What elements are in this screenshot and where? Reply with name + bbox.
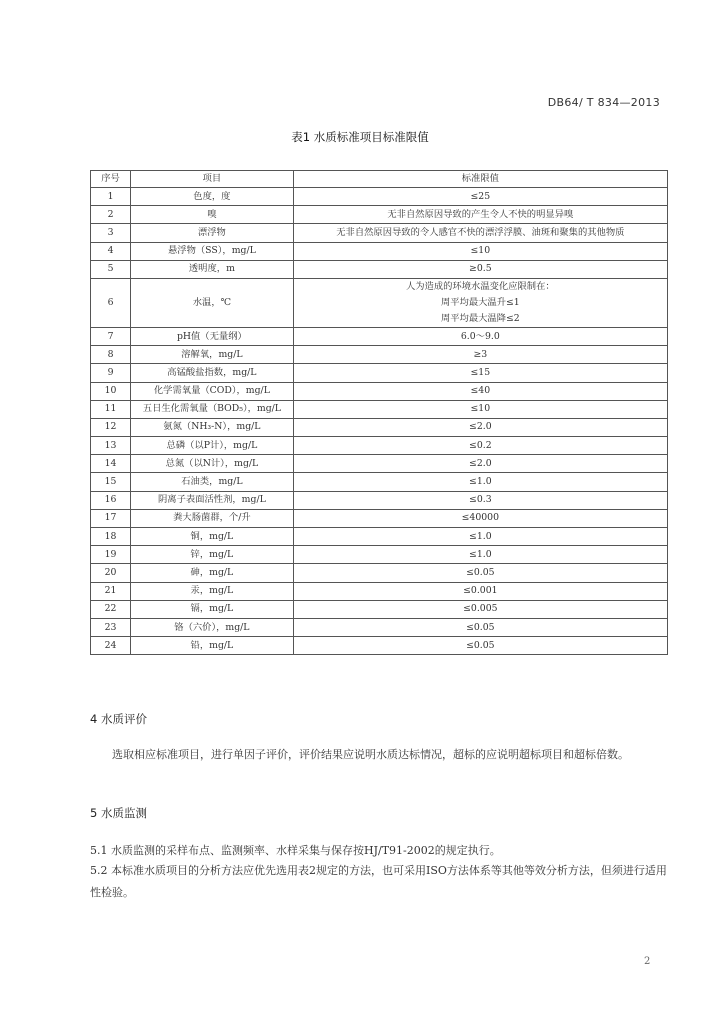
row-item: 铅，mg/L	[131, 637, 294, 655]
table-title: 表1 水质标准项目标准限值	[291, 130, 429, 144]
row-number: 14	[91, 455, 131, 473]
row-item: 汞，mg/L	[131, 582, 294, 600]
header-number: 序号	[91, 171, 131, 188]
row-number: 9	[91, 364, 131, 382]
row-item: 高锰酸盐指数，mg/L	[131, 364, 294, 382]
row-item: 总磷（以P计），mg/L	[131, 437, 294, 455]
standard-limits-table	[90, 170, 668, 655]
row-limit: 无非自然原因导致的产生令人不快的明显异嗅	[293, 206, 667, 224]
table-row	[91, 346, 668, 364]
row-limit: ≤0.3	[293, 491, 667, 509]
header-limit: 标准限值	[293, 171, 667, 188]
row-number: 4	[91, 242, 131, 260]
row-number: 10	[91, 382, 131, 400]
row-number: 12	[91, 418, 131, 436]
table-row	[91, 455, 668, 473]
row-number: 2	[91, 206, 131, 224]
row-limit: ≤0.2	[293, 437, 667, 455]
section-4-paragraph: 选取相应标准项目，进行单因子评价，评价结果应说明水质达标情况，超标的应说明超标项目和超标倍数。	[112, 748, 629, 761]
page-number: 2	[644, 956, 651, 967]
header-item: 项目	[131, 171, 294, 188]
table-row	[91, 327, 668, 345]
row-limit-line: 周平均最大温升≤1	[440, 296, 520, 308]
table-row	[91, 618, 668, 636]
section-5-1-paragraph: 5.1 水质监测的采样布点、监测频率、水样采集与保存按HJ/T91-2002的规定执行。	[90, 844, 501, 857]
row-item: 铬（六价），mg/L	[131, 618, 294, 636]
row-limit: ≤40	[293, 382, 667, 400]
row-limit: ≤40000	[293, 509, 667, 527]
row-item: 水温，℃	[131, 278, 294, 327]
row-item: 总氮（以N计），mg/L	[131, 455, 294, 473]
row-limit: ≥3	[293, 346, 667, 364]
row-limit-line: 周平均最大温降≤2	[440, 312, 520, 324]
row-limit: 无非自然原因导致的令人感官不快的漂浮浮膜、油斑和聚集的其他物质	[293, 224, 667, 242]
row-number: 24	[91, 637, 131, 655]
table-row	[91, 546, 668, 564]
table-row	[91, 473, 668, 491]
row-number: 15	[91, 473, 131, 491]
row-limit: ≥0.5	[293, 260, 667, 278]
row-item: 镉，mg/L	[131, 600, 294, 618]
row-number: 16	[91, 491, 131, 509]
row-number: 6	[91, 278, 131, 327]
row-number: 17	[91, 509, 131, 527]
table-row	[91, 418, 668, 436]
row-item: 粪大肠菌群，个/升	[131, 509, 294, 527]
row-limit: ≤15	[293, 364, 667, 382]
row-limit: ≤0.05	[293, 618, 667, 636]
row-item: 色度，度	[131, 188, 294, 206]
row-number: 13	[91, 437, 131, 455]
row-number: 18	[91, 528, 131, 546]
row-item: 溶解氧，mg/L	[131, 346, 294, 364]
row-number: 1	[91, 188, 131, 206]
row-number: 21	[91, 582, 131, 600]
table-row	[91, 224, 668, 242]
row-limit: ≤0.001	[293, 582, 667, 600]
row-item: 砷，mg/L	[131, 564, 294, 582]
row-number: 5	[91, 260, 131, 278]
row-number: 22	[91, 600, 131, 618]
row-number: 8	[91, 346, 131, 364]
row-limit: ≤10	[293, 242, 667, 260]
table-row	[91, 364, 668, 382]
row-limit: ≤2.0	[293, 418, 667, 436]
row-limit: ≤1.0	[293, 546, 667, 564]
row-number: 20	[91, 564, 131, 582]
row-limit: ≤0.05	[293, 637, 667, 655]
row-number: 11	[91, 400, 131, 418]
table-body	[91, 188, 668, 655]
table-row	[91, 278, 668, 327]
table-row	[91, 509, 668, 527]
row-number: 23	[91, 618, 131, 636]
row-number: 3	[91, 224, 131, 242]
row-limit: ≤0.005	[293, 600, 667, 618]
table-header-row	[91, 171, 668, 188]
table-row	[91, 564, 668, 582]
table-row	[91, 491, 668, 509]
row-item: 锌，mg/L	[131, 546, 294, 564]
row-item: 化学需氧量（COD），mg/L	[131, 382, 294, 400]
row-limit: ≤25	[293, 188, 667, 206]
row-item: 漂浮物	[131, 224, 294, 242]
row-limit: 6.0～9.0	[293, 327, 667, 345]
row-number: 19	[91, 546, 131, 564]
table-row	[91, 582, 668, 600]
table-row	[91, 437, 668, 455]
row-limit: ≤2.0	[293, 455, 667, 473]
row-item: pH值（无量纲）	[131, 327, 294, 345]
table-row	[91, 206, 668, 224]
row-limit: ≤10	[293, 400, 667, 418]
row-item: 透明度，m	[131, 260, 294, 278]
table-row	[91, 528, 668, 546]
table-row	[91, 637, 668, 655]
row-item: 五日生化需氧量（BOD₅），mg/L	[131, 400, 294, 418]
table-row	[91, 600, 668, 618]
row-item: 石油类，mg/L	[131, 473, 294, 491]
row-limit	[293, 278, 667, 327]
row-item: 阴离子表面活性剂，mg/L	[131, 491, 294, 509]
row-limit: ≤1.0	[293, 473, 667, 491]
table-row	[91, 242, 668, 260]
section-5-heading: 5 水质监测	[90, 806, 147, 820]
table-row	[91, 260, 668, 278]
table-row	[91, 188, 668, 206]
row-limit-line: 人为造成的环境水温变化应限制在：	[405, 280, 555, 292]
table-row	[91, 400, 668, 418]
section-5-2-paragraph: 5.2 本标准水质项目的分析方法应优先选用表2规定的方法，也可采用ISO方法体系等其他等效分析方法，但须进行适用性检验。	[90, 864, 667, 899]
table-row	[91, 382, 668, 400]
row-limit: ≤1.0	[293, 528, 667, 546]
row-item: 氨氮（NH₃-N），mg/L	[131, 418, 294, 436]
standard-limits-table-container	[90, 170, 668, 655]
row-limit: ≤0.05	[293, 564, 667, 582]
row-item: 悬浮物（SS），mg/L	[131, 242, 294, 260]
row-item: 铜，mg/L	[131, 528, 294, 546]
document-code: DB64/ T 834—2013	[547, 96, 660, 109]
section-4-heading: 4 水质评价	[90, 712, 147, 726]
row-number: 7	[91, 327, 131, 345]
row-item: 嗅	[131, 206, 294, 224]
